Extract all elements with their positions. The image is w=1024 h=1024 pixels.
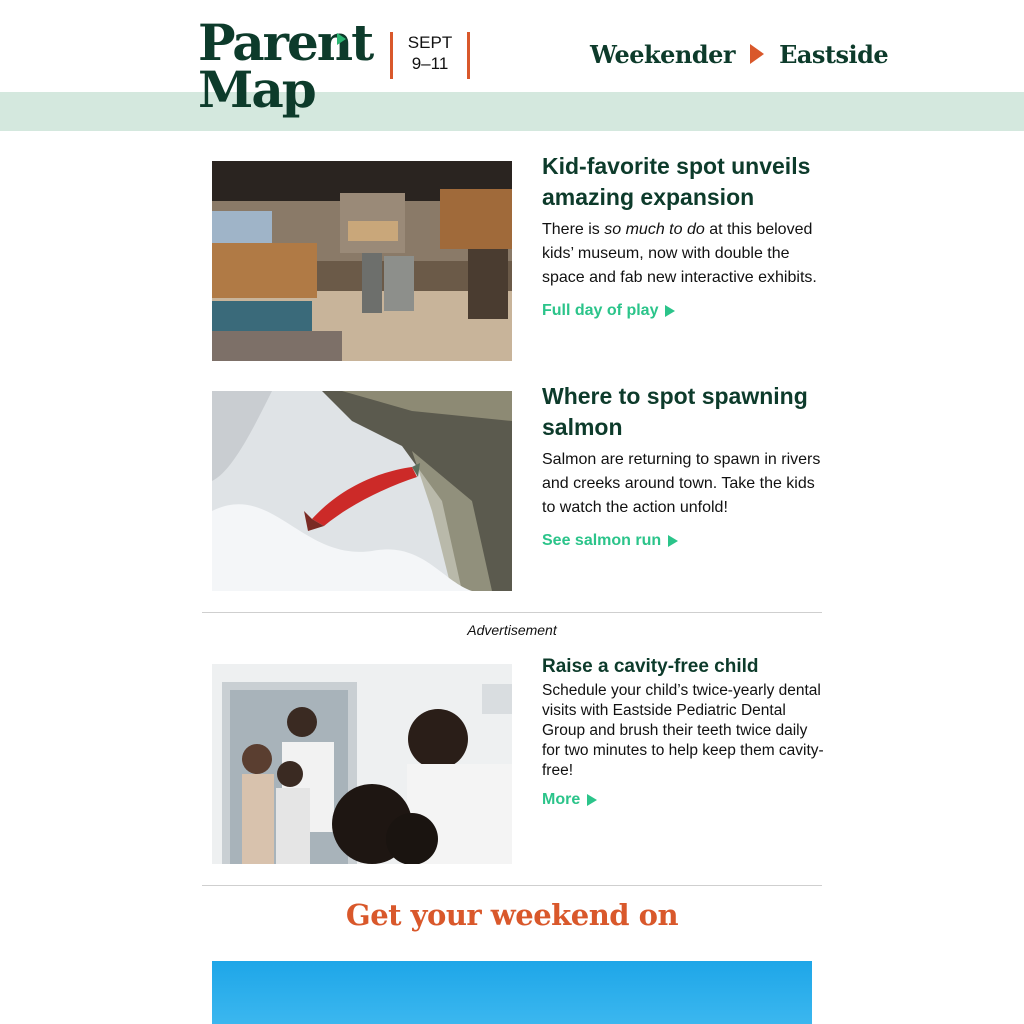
article-salmon bbox=[542, 381, 827, 550]
arrow-right-icon bbox=[668, 535, 678, 547]
dental-ad bbox=[542, 655, 827, 809]
logo-line-2: Map bbox=[198, 60, 315, 119]
newsletter-name bbox=[590, 38, 888, 70]
see-salmon-run-link[interactable]: See salmon run bbox=[542, 532, 678, 550]
article-title[interactable]: Kid-favorite spot unveils amazing expansion bbox=[542, 153, 811, 210]
advertisement-label: Advertisement bbox=[467, 622, 557, 638]
salmon-photo[interactable] bbox=[212, 391, 512, 591]
header-band bbox=[0, 92, 1024, 131]
issue-days: 9–11 bbox=[411, 54, 449, 73]
section-heading: Get your weekend on bbox=[345, 898, 679, 932]
article-body: There is so much to do at this beloved kids’ museum, now with double the space and fab new interactive exhibits. bbox=[542, 221, 817, 286]
ad-body: Schedule your child’s twice-yearly dental visits with Eastside Pediatric Dental Group and brush their teeth twice daily for two minutes to help keep them cavity-free! bbox=[542, 682, 824, 779]
museum-photo[interactable] bbox=[212, 161, 512, 361]
parentmap-logo[interactable] bbox=[198, 13, 373, 119]
article-title[interactable]: Where to spot spawning salmon bbox=[542, 383, 808, 440]
issue-month: SEPT bbox=[407, 33, 453, 52]
divider bbox=[202, 612, 822, 613]
more-link[interactable]: More bbox=[542, 791, 597, 809]
full-day-of-play-link[interactable]: Full day of play bbox=[542, 302, 675, 320]
play-arrow-icon bbox=[750, 44, 764, 64]
article-museum bbox=[542, 151, 827, 320]
divider bbox=[202, 885, 822, 886]
ad-title[interactable]: Raise a cavity-free child bbox=[542, 656, 759, 677]
weekend-hero-photo[interactable] bbox=[212, 961, 812, 1024]
article-body: Salmon are returning to spawn in rivers and creeks around town. Take the kids to watch the action unfold! bbox=[542, 451, 821, 516]
arrow-right-icon bbox=[665, 305, 675, 317]
newsletter-region: Eastside bbox=[779, 39, 889, 69]
dental-ad-photo[interactable] bbox=[212, 664, 512, 864]
issue-date bbox=[390, 32, 470, 79]
logo-triangle-icon bbox=[337, 33, 346, 45]
logo-line-1: Parent bbox=[198, 13, 373, 72]
arrow-right-icon bbox=[587, 794, 597, 806]
newsletter-title: Weekender bbox=[590, 39, 736, 69]
